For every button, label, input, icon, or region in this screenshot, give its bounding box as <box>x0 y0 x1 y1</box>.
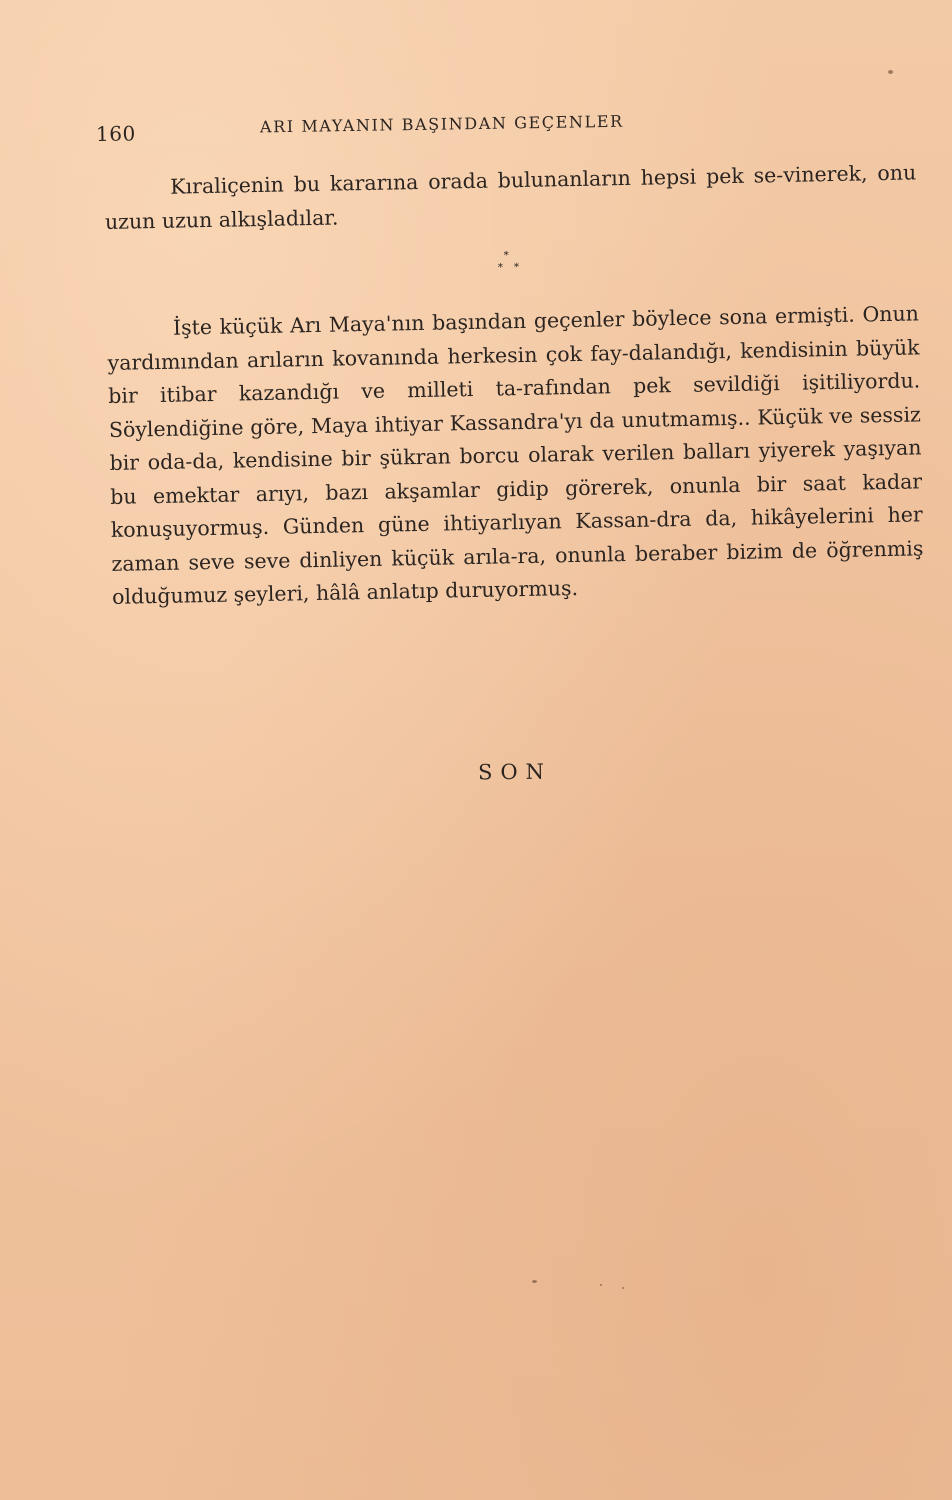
running-head <box>96 105 796 146</box>
section-separator <box>105 231 918 297</box>
end-mark: SON <box>477 759 553 785</box>
paper-speck <box>532 1280 537 1283</box>
paragraph-1: Kıraliçenin bu kararına orada bulunanların hepsi pek se-vinerek, onu uzun uzun alkışladılar. <box>104 160 917 234</box>
paper-speck <box>600 1284 602 1286</box>
paper-speck <box>622 1287 624 1289</box>
separator-star-row: * * <box>497 261 524 274</box>
paragraph-2: İşte küçük Arı Maya'nın başından geçenler böylece sona ermişti. Onun yardımından arıların kovanında herkesin çok fay-dalandığı, kendisinin büyük bir itibar kazandığı ve milleti ta-rafından pek sevildiği işitiliyordu. Söylendiğine göre, Maya ihtiyar Kassandra'yı da unutmamış.. Küçük ve sessiz bir oda-da, kendisine bir şükran borcu olarak verilen balları yiyerek yaşıyan bu emektar arıyı, bazı akşamlar gidip görerek, onunla bir saat kadar konuşuyormuş. Günden güne ihtiyarlıyan Kassan-dra da, hikâyelerini her zaman seve seve dinliyen küçük arıla-ra, onunla beraber bizim de öğrenmiş olduğumuz şeyleri, hâlâ anlatıp duruyormuş. <box>107 301 924 609</box>
separator-star-top: * <box>503 250 509 262</box>
paper-speck <box>888 70 893 74</box>
running-title: ARI MAYANIN BAŞINDAN GEÇENLER <box>259 111 624 137</box>
text-block <box>104 156 924 614</box>
page-number: 160 <box>95 121 136 146</box>
